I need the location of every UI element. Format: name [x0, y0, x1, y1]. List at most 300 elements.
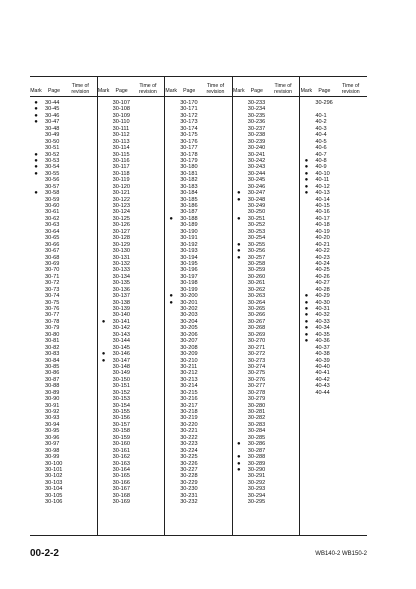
page-ref: 40-33 — [315, 318, 330, 325]
page-ref: 30-99 — [45, 454, 60, 461]
revision-mark: ● — [34, 112, 38, 119]
page-ref: 30-60 — [45, 203, 60, 209]
page-ref: 30-279 — [247, 396, 266, 403]
page-ref: 40-34 — [315, 325, 330, 332]
page-ref: 30-114 — [112, 145, 130, 152]
page-ref: 40-30 — [315, 299, 330, 306]
page-ref: 30-103 — [45, 479, 63, 486]
page-ref: 30-187 — [180, 209, 198, 216]
page-ref: 30-266 — [247, 312, 266, 319]
revision-mark: ● — [34, 164, 38, 171]
page-ref: 40-20 — [315, 235, 330, 242]
page-ref: 30-118 — [112, 170, 130, 177]
page-ref: 30-113 — [112, 138, 130, 145]
page-ref: 30-52 — [45, 151, 60, 158]
page-ref: 30-86 — [45, 370, 60, 377]
page-ref: 30-120 — [112, 183, 131, 190]
page-ref: 30-291 — [247, 473, 266, 480]
page-ref: 30-258 — [247, 260, 266, 267]
page-ref: 30-191 — [180, 235, 198, 242]
page-ref: 30-249 — [247, 203, 266, 209]
page-ref: 30-209 — [180, 351, 198, 358]
page-ref: 30-61 — [45, 209, 60, 216]
column-group — [98, 77, 166, 535]
model-numbers: WB140-2 WB150-2 — [315, 551, 367, 557]
page-ref: 30-84 — [45, 357, 60, 364]
page-ref: 30-104 — [45, 486, 63, 493]
page-ref: 30-129 — [112, 241, 131, 248]
revision-mark: ● — [34, 190, 38, 197]
page-ref: 30-263 — [247, 293, 266, 300]
page-ref: 30-262 — [247, 286, 266, 293]
page-ref: 30-167 — [112, 486, 131, 493]
page-ref: 30-53 — [45, 157, 60, 164]
page-ref: 30-205 — [180, 325, 198, 332]
page-ref: 30-110 — [112, 119, 130, 126]
page-ref: 30-156 — [112, 415, 131, 422]
page-ref: 30-204 — [180, 318, 198, 325]
page-ref: 30-284 — [247, 428, 266, 435]
page-ref: 30-210 — [180, 357, 198, 364]
page-ref: 30-59 — [45, 196, 60, 203]
column-header — [165, 77, 232, 97]
page-ref: 30-207 — [180, 338, 198, 345]
revision-mark: ● — [304, 338, 309, 345]
page-ref: 30-290 — [247, 466, 266, 473]
page-ref: 30-96 — [45, 434, 60, 441]
header-mark: Mark — [300, 88, 313, 94]
header-page: Page — [47, 88, 61, 94]
page-ref: 40-18 — [315, 222, 330, 229]
page-ref: 30-189 — [180, 222, 198, 229]
column-group — [165, 77, 233, 535]
page-ref: 30-246 — [247, 183, 266, 190]
revision-mark: ● — [236, 460, 241, 467]
page-ref: 30-108 — [112, 106, 131, 113]
page-ref: 30-253 — [247, 228, 266, 235]
page-ref: 40-25 — [315, 267, 330, 274]
page-ref: 40-17 — [315, 215, 330, 222]
page-ref: 30-82 — [45, 344, 60, 351]
page-ref: 30-197 — [180, 273, 198, 280]
revision-mark: ● — [304, 157, 309, 164]
revision-mark: ● — [34, 119, 38, 126]
page-ref: 40-5 — [315, 138, 327, 145]
page-ref: 30-292 — [247, 479, 266, 486]
page-ref: 30-264 — [247, 299, 266, 306]
page-ref: 30-179 — [180, 157, 198, 164]
revision-mark: ● — [34, 170, 38, 177]
page-ref: 40-11 — [315, 177, 330, 184]
table-row — [98, 499, 165, 505]
page-ref: 30-168 — [112, 492, 131, 499]
page-ref: 30-231 — [180, 492, 198, 499]
page-ref: 30-81 — [45, 338, 60, 345]
page-ref: 30-198 — [180, 280, 198, 287]
page-ref: 30-193 — [180, 248, 198, 255]
page-ref: 30-219 — [180, 415, 198, 422]
page-ref: 30-240 — [247, 145, 266, 152]
page-ref: 30-109 — [112, 112, 131, 119]
page-ref: 30-139 — [112, 306, 131, 312]
revision-mark: ● — [236, 241, 241, 248]
page-ref: 40-40 — [315, 363, 330, 370]
page-ref: 30-63 — [45, 222, 60, 229]
page-ref: 30-239 — [247, 138, 266, 145]
page-ref: 30-117 — [112, 164, 130, 171]
revision-mark: ● — [304, 299, 309, 306]
page-ref: 30-150 — [112, 376, 131, 383]
page-ref: 30-166 — [112, 479, 131, 486]
page-ref: 30-143 — [112, 331, 131, 338]
page-ref: 30-250 — [247, 209, 266, 216]
revision-mark: ● — [236, 441, 241, 448]
page-ref: 40-10 — [315, 170, 330, 177]
page-ref: 30-269 — [247, 331, 266, 338]
page-ref: 30-157 — [112, 421, 131, 428]
page-ref: 30-136 — [112, 286, 131, 293]
page-ref: 30-237 — [247, 125, 266, 132]
page-ref: 40-19 — [315, 228, 330, 235]
page-ref: 30-149 — [112, 370, 131, 377]
page-ref: 30-233 — [247, 100, 266, 106]
page-ref: 40-42 — [315, 376, 330, 383]
page-ref: 30-286 — [247, 441, 266, 448]
page-ref: 30-132 — [112, 260, 131, 267]
revision-mark: ● — [236, 190, 241, 197]
page-ref: 30-115 — [112, 151, 130, 158]
page-ref: 30-151 — [112, 383, 131, 390]
page-ref: 30-256 — [247, 248, 266, 255]
revision-mark: ● — [101, 351, 106, 358]
page-ref: 30-283 — [247, 421, 266, 428]
revision-mark: ● — [236, 196, 241, 203]
page-ref: 30-83 — [45, 351, 60, 358]
page-ref: 30-268 — [247, 325, 266, 332]
page-ref: 30-122 — [112, 196, 131, 203]
page-ref: 30-178 — [180, 151, 198, 158]
page-ref: 30-226 — [180, 460, 198, 467]
page-ref: 30-234 — [247, 106, 266, 113]
page-ref: 30-48 — [45, 125, 60, 132]
page-ref: 30-163 — [112, 460, 131, 467]
column-group — [300, 77, 367, 535]
page-ref: 30-97 — [45, 441, 60, 448]
page-ref: 30-223 — [180, 441, 198, 448]
page-ref: 40-16 — [315, 209, 330, 216]
page-ref: 30-289 — [247, 460, 266, 467]
page-ref: 30-135 — [112, 280, 131, 287]
column-header — [30, 77, 97, 97]
page-ref: 30-202 — [180, 306, 198, 312]
page-ref: 30-254 — [247, 235, 266, 242]
page-ref: 30-199 — [180, 286, 198, 293]
page-ref: 30-186 — [180, 203, 198, 209]
page-ref: 40-15 — [315, 203, 330, 209]
page-ref: 30-224 — [180, 447, 198, 454]
page-ref: 30-124 — [112, 209, 131, 216]
page-ref: 30-185 — [180, 196, 198, 203]
revision-mark: ● — [304, 325, 309, 332]
page-ref: 30-200 — [180, 293, 198, 300]
header-time: Time of revision — [274, 83, 293, 95]
page-ref: 30-261 — [247, 280, 266, 287]
page-ref: 30-79 — [45, 325, 60, 332]
page-ref: 40-9 — [315, 164, 327, 171]
revision-mark: ● — [236, 254, 241, 261]
page-ref: 30-276 — [247, 376, 266, 383]
page-ref: 30-77 — [45, 312, 60, 319]
page-ref: 30-236 — [247, 119, 266, 126]
revision-mark — [165, 499, 177, 505]
header-mark: Mark — [30, 88, 42, 94]
revision-mark: ● — [304, 331, 309, 338]
page-ref: 30-73 — [45, 286, 60, 293]
page-ref: 30-251 — [247, 215, 266, 222]
page-ref: 30-174 — [180, 125, 198, 132]
page-ref: 40-14 — [315, 196, 330, 203]
page-ref: 30-294 — [247, 492, 266, 499]
page-ref: 40-29 — [315, 293, 330, 300]
page-ref: 30-293 — [247, 486, 266, 493]
page-ref: 30-244 — [247, 170, 266, 177]
revision-mark: ● — [304, 306, 309, 312]
column-header — [233, 77, 300, 97]
time-of-revision — [339, 390, 367, 396]
column-header — [98, 77, 165, 97]
revision-mark: ● — [236, 466, 241, 473]
page-ref: 30-62 — [45, 215, 60, 222]
page-ref: 40-31 — [315, 306, 330, 312]
column-group — [233, 77, 301, 535]
page-ref: 30-245 — [247, 177, 266, 184]
page-ref: 30-67 — [45, 248, 60, 255]
page-ref: 30-192 — [180, 241, 198, 248]
page-ref: 30-287 — [247, 447, 266, 454]
page-ref: 30-64 — [45, 228, 60, 235]
page-ref: 30-125 — [112, 215, 131, 222]
page-ref: 30-152 — [112, 389, 131, 396]
column-group — [30, 77, 98, 535]
page-ref: 30-47 — [45, 119, 60, 126]
page-ref: 30-92 — [45, 409, 60, 415]
page-ref: 40-26 — [315, 273, 330, 280]
page-ref: 30-70 — [45, 267, 60, 274]
page-ref: 40-3 — [315, 125, 327, 132]
page-ref: 30-267 — [247, 318, 266, 325]
page-ref: 30-181 — [180, 170, 198, 177]
page-ref: 30-173 — [180, 119, 198, 126]
page-ref: 30-134 — [112, 273, 131, 280]
page-ref: 30-170 — [180, 100, 198, 106]
page-ref: 40-36 — [315, 338, 330, 345]
page-ref: 30-95 — [45, 428, 60, 435]
column-body — [300, 97, 367, 396]
revision-mark: ● — [34, 157, 38, 164]
page-ref: 30-252 — [247, 222, 266, 229]
column-header — [300, 77, 367, 97]
page-ref: 40-41 — [315, 370, 330, 377]
page-ref: 30-100 — [45, 460, 63, 467]
page-ref: 30-257 — [247, 254, 266, 261]
page-ref: 30-89 — [45, 389, 60, 396]
page-ref: 30-154 — [112, 402, 131, 409]
page-ref: 30-141 — [112, 318, 131, 325]
page-ref: 30-71 — [45, 273, 60, 280]
page-number: 00-2-2 — [30, 548, 59, 559]
page-ref: 30-56 — [45, 177, 60, 184]
page-ref: 30-217 — [180, 402, 198, 409]
page-ref: 30-175 — [180, 132, 198, 139]
page-ref: 30-75 — [45, 299, 60, 306]
page-ref: 30-288 — [247, 454, 266, 461]
page-ref: 30-128 — [112, 235, 131, 242]
page-ref: 30-271 — [247, 344, 266, 351]
page-ref: 30-127 — [112, 228, 131, 235]
page-ref: 30-98 — [45, 447, 60, 454]
page-ref: 30-232 — [180, 499, 198, 506]
page-ref: 30-54 — [45, 164, 60, 171]
page-ref: 30-44 — [45, 100, 60, 106]
page-ref: 30-85 — [45, 363, 60, 370]
page-ref: 40-24 — [315, 260, 330, 267]
page-ref: 30-148 — [112, 363, 131, 370]
page-ref: 30-215 — [180, 389, 198, 396]
revision-mark: ● — [304, 183, 309, 190]
page-ref: 40-39 — [315, 357, 330, 364]
page-ref: 30-265 — [247, 306, 266, 312]
time-of-revision — [137, 499, 165, 505]
page-ref: 30-172 — [180, 112, 198, 119]
page-ref: 30-277 — [247, 383, 266, 390]
time-of-revision — [204, 499, 232, 505]
page-ref: 30-119 — [112, 177, 130, 184]
page-ref: 30-112 — [112, 132, 130, 139]
header-mark: Mark — [233, 88, 245, 94]
page-ref: 30-145 — [112, 344, 131, 351]
page-ref: 40-35 — [315, 331, 330, 338]
header-page: Page — [115, 88, 128, 94]
page-ref: 30-91 — [45, 402, 60, 409]
revision-mark: ● — [34, 151, 38, 158]
page-ref: 30-194 — [180, 254, 198, 261]
column-body — [165, 97, 232, 506]
column-body — [233, 97, 300, 506]
page-ref: 30-65 — [45, 235, 60, 242]
page-ref: 30-211 — [180, 363, 198, 370]
page-ref: 30-203 — [180, 312, 198, 319]
revision-mark: ● — [34, 106, 38, 113]
page-ref: 30-259 — [247, 267, 266, 274]
revision-mark: ● — [236, 248, 241, 255]
page-ref: 30-147 — [112, 357, 131, 364]
page-ref: 30-164 — [112, 466, 131, 473]
page-ref: 30-49 — [45, 132, 60, 139]
table-row — [165, 499, 232, 505]
header-mark: Mark — [165, 88, 177, 94]
page-ref: 40-23 — [315, 254, 330, 261]
page-ref: 30-137 — [112, 293, 131, 300]
page-ref: 30-69 — [45, 260, 60, 267]
page-ref: 30-235 — [247, 112, 266, 119]
page-ref: 40-6 — [315, 145, 327, 152]
page-ref: 30-169 — [112, 499, 131, 506]
header-mark: Mark — [97, 88, 110, 94]
header-page: Page — [183, 88, 196, 94]
page-ref: 30-273 — [247, 357, 266, 364]
page-ref: 30-106 — [45, 499, 63, 506]
page-ref: 30-248 — [247, 196, 266, 203]
revision-mark — [30, 499, 42, 505]
revision-mark: ● — [34, 100, 38, 106]
page-ref: 30-116 — [112, 157, 130, 164]
page-ref: 30-280 — [247, 402, 266, 409]
page-ref: 30-177 — [180, 145, 198, 152]
revision-mark: ● — [236, 454, 241, 461]
page-ref: 30-58 — [45, 190, 60, 197]
page-ref: 30-180 — [180, 164, 198, 171]
table-row — [300, 390, 367, 396]
page-ref: 40-22 — [315, 248, 330, 255]
revision-table — [30, 76, 367, 536]
revision-mark: ● — [169, 293, 173, 300]
revision-mark: ● — [304, 318, 309, 325]
page-ref: 30-201 — [180, 299, 198, 306]
page-ref: 30-153 — [112, 396, 131, 403]
page-ref: 30-282 — [247, 415, 266, 422]
page-ref: 30-123 — [112, 203, 131, 209]
time-of-revision — [69, 499, 97, 505]
revision-mark: ● — [304, 177, 309, 184]
page-ref: 30-278 — [247, 389, 266, 396]
page-ref: 30-94 — [45, 421, 60, 428]
page-ref: 30-242 — [247, 157, 266, 164]
revision-mark: ● — [304, 164, 309, 171]
revision-mark: ● — [304, 312, 309, 319]
page-ref: 30-160 — [112, 441, 131, 448]
revision-mark: ● — [169, 215, 173, 222]
page-ref: 30-76 — [45, 306, 60, 312]
page-ref: 30-107 — [112, 100, 131, 106]
column-body — [98, 97, 165, 506]
page-ref: 30-140 — [112, 312, 131, 319]
page-ref: 30-171 — [180, 106, 198, 113]
column-body — [30, 97, 97, 506]
page-ref: 30-74 — [45, 293, 60, 300]
page-ref: 40-2 — [315, 119, 327, 126]
page-ref: 30-50 — [45, 138, 60, 145]
page-ref: 40-38 — [315, 351, 330, 358]
page-ref: 30-88 — [45, 383, 60, 390]
page-ref: 40-44 — [315, 389, 330, 396]
page-ref: 30-161 — [112, 447, 131, 454]
time-of-revision — [272, 499, 300, 505]
table-row — [233, 499, 300, 505]
page-ref: 30-165 — [112, 473, 131, 480]
revision-mark: ● — [101, 357, 106, 364]
page-ref: 30-130 — [112, 248, 131, 255]
page-ref: 30-162 — [112, 454, 131, 461]
page-ref: 40-13 — [315, 190, 330, 197]
page-ref: 30-78 — [45, 318, 60, 325]
page-ref: 30-55 — [45, 170, 60, 177]
page-ref: 30-225 — [180, 454, 198, 461]
page-ref: 30-46 — [45, 112, 60, 119]
revision-mark — [98, 499, 110, 505]
revision-mark — [300, 390, 312, 396]
page-ref: 30-188 — [180, 215, 198, 222]
page-ref: 30-111 — [112, 125, 130, 132]
